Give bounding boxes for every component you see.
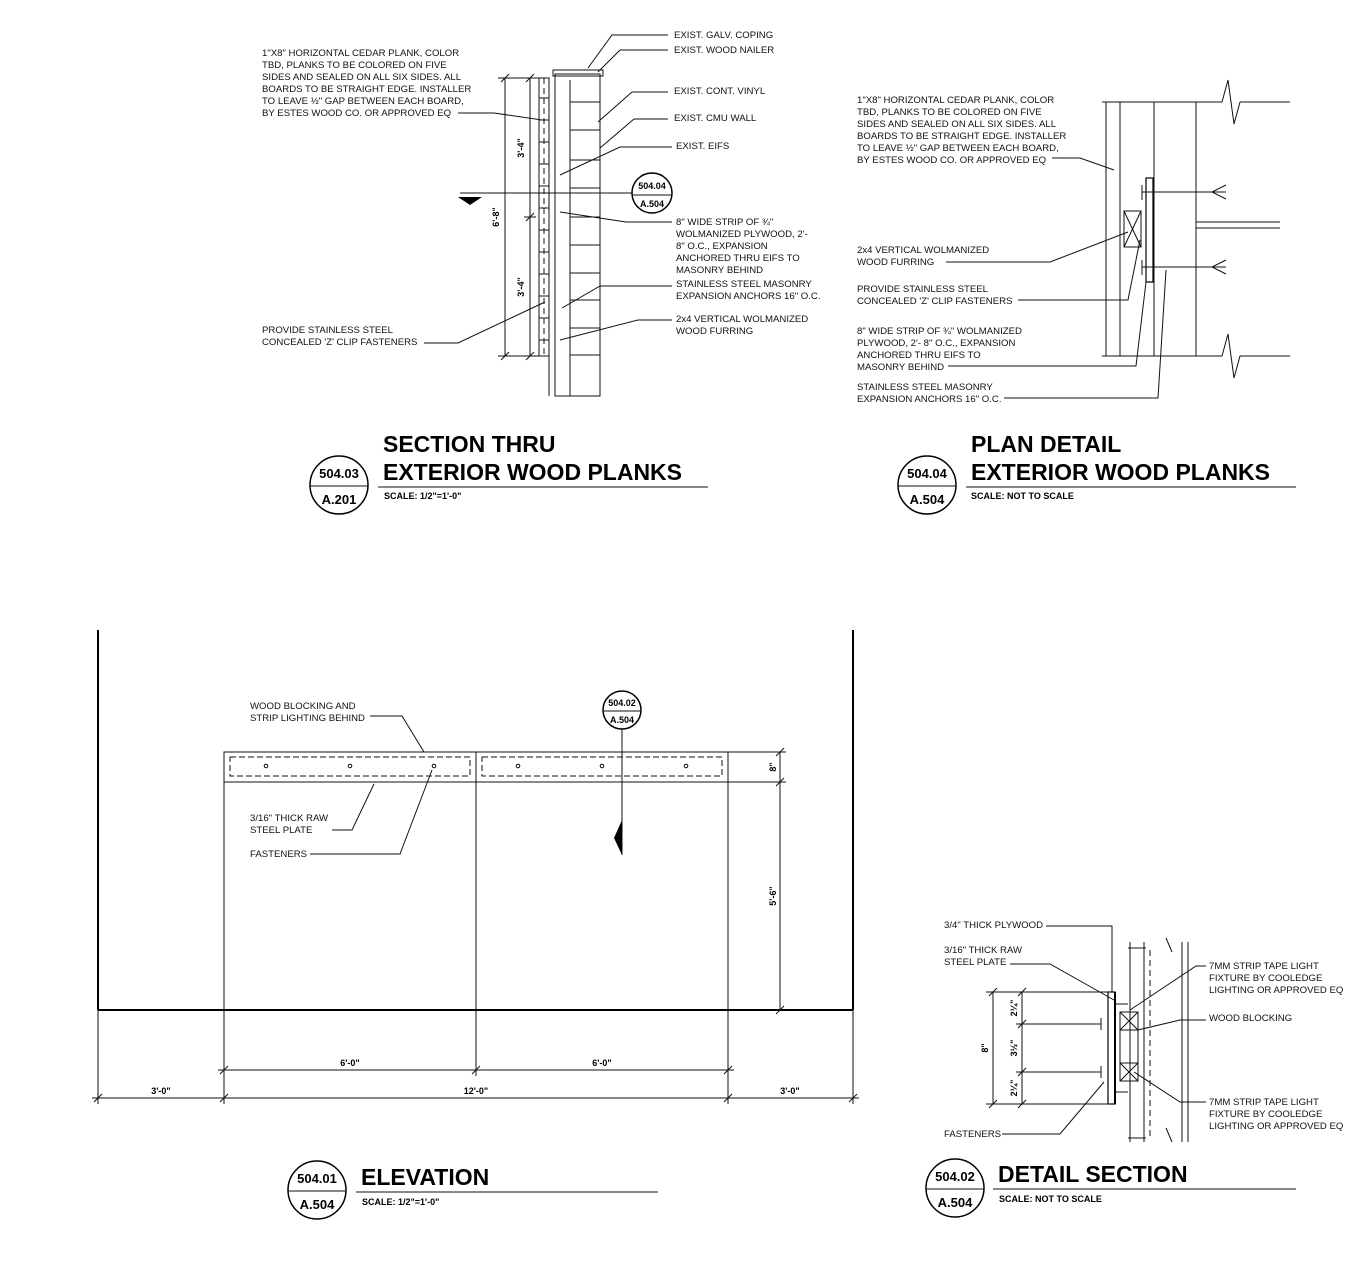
detail-note-blocking: WOOD BLOCKING [1209,1013,1293,1024]
coping [553,70,603,76]
ref-bubble-top: 504.02 [608,698,636,708]
note-cmu: EXIST. CMU WALL [674,113,757,124]
ref-bubble-bottom: A.504 [609,715,635,725]
note-nailer: EXIST. WOOD NAILER [674,45,775,56]
break-line-bottom [1222,334,1240,378]
dim-upper: 3'-4" [516,138,526,158]
plan-note-plank: 1"X8" HORIZONTAL CEDAR PLANK, COLOR TBD, PLANKS TO BE COLORED ON FIVE SIDES AND SEALED ON ALL SIX SIDES. ALL BOARDS TO BE STRAIGHT EDGE. INSTALLER TO LEAVE ½" GAP BETWEEN EACH BOARD, BY ESTES WOOD CO. OR APPROVED EQ [857,95,1067,166]
detail-note-fasteners: FASTENERS [944,1129,1002,1140]
section-thru-detail [262,30,821,514]
plank-section [1146,178,1153,282]
cmu-wall [555,74,600,396]
ref-bubble-top: 504.04 [638,181,666,191]
dim-total: 8" [980,1043,990,1053]
title-bubble-504-04 [898,456,956,514]
dim-seg-a: 6'-0" [340,1058,360,1068]
detail-note-plate: 3/16" THICK RAW STEEL PLATE [944,945,1023,968]
scale-label: SCALE: NOT TO SCALE [971,491,1074,501]
dim-band: 8" [768,762,778,772]
dim-height: 5'-6" [768,886,778,906]
note-plank: 1"X8" HORIZONTAL CEDAR PLANK, COLOR TBD, PLANKS TO BE COLORED ON FIVE SIDES AND SEALED ON ALL SIX SIDES. ALL BOARDS TO BE STRAIGHT EDGE. INSTALLER TO LEAVE ½" GAP BETWEEN EACH BOARD, BY ESTES WOOD CO. OR APPROVED EQ [262,48,472,119]
detail-plywood [1108,992,1115,1104]
dim-lower: 3'-4" [516,277,526,297]
plan-detail [857,80,1296,514]
detail-note-light-bottom: 7MM STRIP TAPE LIGHT FIXTURE BY COOLEDGE LIGHTING OR APPROVED EQ [1209,1097,1344,1132]
ref-bubble-bottom: A.504 [639,199,665,209]
title-bubble-504-03 [310,456,368,514]
scale-label: SCALE: 1/2"=1'-0" [362,1197,440,1207]
note-eifs: EXIST. EIFS [676,141,730,152]
ref-bubble-504-04 [632,173,672,213]
blocking-right [482,757,722,776]
title-bubble-bottom: A.504 [299,1197,335,1212]
title-bubble-504-01 [288,1161,346,1219]
detail-note-plywood: 3/4" THICK PLYWOOD [944,920,1044,931]
plan-note-clip: PROVIDE STAINLESS STEEL CONCEALED 'Z' CLIP FASTENERS [857,284,1013,307]
note-anchors: STAINLESS STEEL MASONRY EXPANSION ANCHORS 16" O.C. [676,279,821,302]
elevation-detail [92,630,859,1219]
title-line2: EXTERIOR WOOD PLANKS [383,459,683,485]
elev-note-plate: 3/16" THICK RAW STEEL PLATE [250,813,329,836]
title-bubble-504-02 [926,1159,984,1217]
section-cut-arrow [458,197,482,205]
title: DETAIL SECTION [998,1161,1188,1187]
dim-center: 12'-0" [463,1086,489,1096]
scale-label: SCALE: NOT TO SCALE [999,1194,1102,1204]
title-bubble-bottom: A.201 [321,492,357,507]
leader-coping [588,35,668,68]
detail-note-light-top: 7MM STRIP TAPE LIGHT FIXTURE BY COOLEDGE LIGHTING OR APPROVED EQ [1209,961,1344,996]
title-bubble-top: 504.03 [319,466,359,481]
dim-mid: 3½" [1009,1039,1019,1057]
note-vinyl: EXIST. CONT. VINYL [674,86,766,97]
note-coping: EXIST. GALV. COPING [674,30,774,41]
title-bubble-top: 504.04 [907,466,947,481]
dim-top: 2¼" [1009,999,1019,1017]
dim-left: 3'-0" [151,1086,171,1096]
elev-note-blocking: WOOD BLOCKING AND STRIP LIGHTING BEHIND [250,701,365,724]
section-arrow [614,820,622,855]
note-furring: 2x4 VERTICAL WOLMANIZED WOOD FURRING [676,314,809,337]
title-line1: SECTION THRU [383,431,556,457]
title-line2: EXTERIOR WOOD PLANKS [971,459,1271,485]
title-bubble-bottom: A.504 [937,1195,973,1210]
plan-note-plywood: 8" WIDE STRIP OF ¾" WOLMANIZED PLYWOOD, 2'- 8" O.C., EXPANSION ANCHORED THRU EIFS TO MASONRY BEHIND [857,326,1022,373]
scale-label: SCALE: 1/2"=1'-0" [384,491,462,501]
elev-note-fasteners: FASTENERS [250,849,308,860]
note-plywood: 8" WIDE STRIP OF ¾" WOLMANIZED PLYWOOD, 2'- 8" O.C., EXPANSION ANCHORED THRU EIFS TO MASONRY BEHIND [676,217,808,276]
dim-total: 6'-8" [491,207,501,227]
plan-note-furring: 2x4 VERTICAL WOLMANIZED WOOD FURRING [857,245,990,268]
break-line-top [1222,80,1240,124]
dim-seg-b: 6'-0" [592,1058,612,1068]
blocking-left [230,757,470,776]
title-bubble-bottom: A.504 [909,492,945,507]
title-line1: PLAN DETAIL [971,431,1122,457]
title-bubble-top: 504.02 [935,1169,975,1184]
ref-bubble-504-02 [603,691,641,729]
plan-note-anchors: STAINLESS STEEL MASONRY EXPANSION ANCHORS 16" O.C. [857,382,1002,405]
dim-right: 3'-0" [780,1086,800,1096]
title: ELEVATION [361,1164,490,1190]
detail-section [926,920,1343,1217]
title-bubble-top: 504.01 [297,1171,337,1186]
cmu-block-joints [570,102,600,355]
dim-bottom: 2¼" [1009,1079,1019,1097]
note-clip: PROVIDE STAINLESS STEEL CONCEALED 'Z' CLIP FASTENERS [262,325,418,348]
